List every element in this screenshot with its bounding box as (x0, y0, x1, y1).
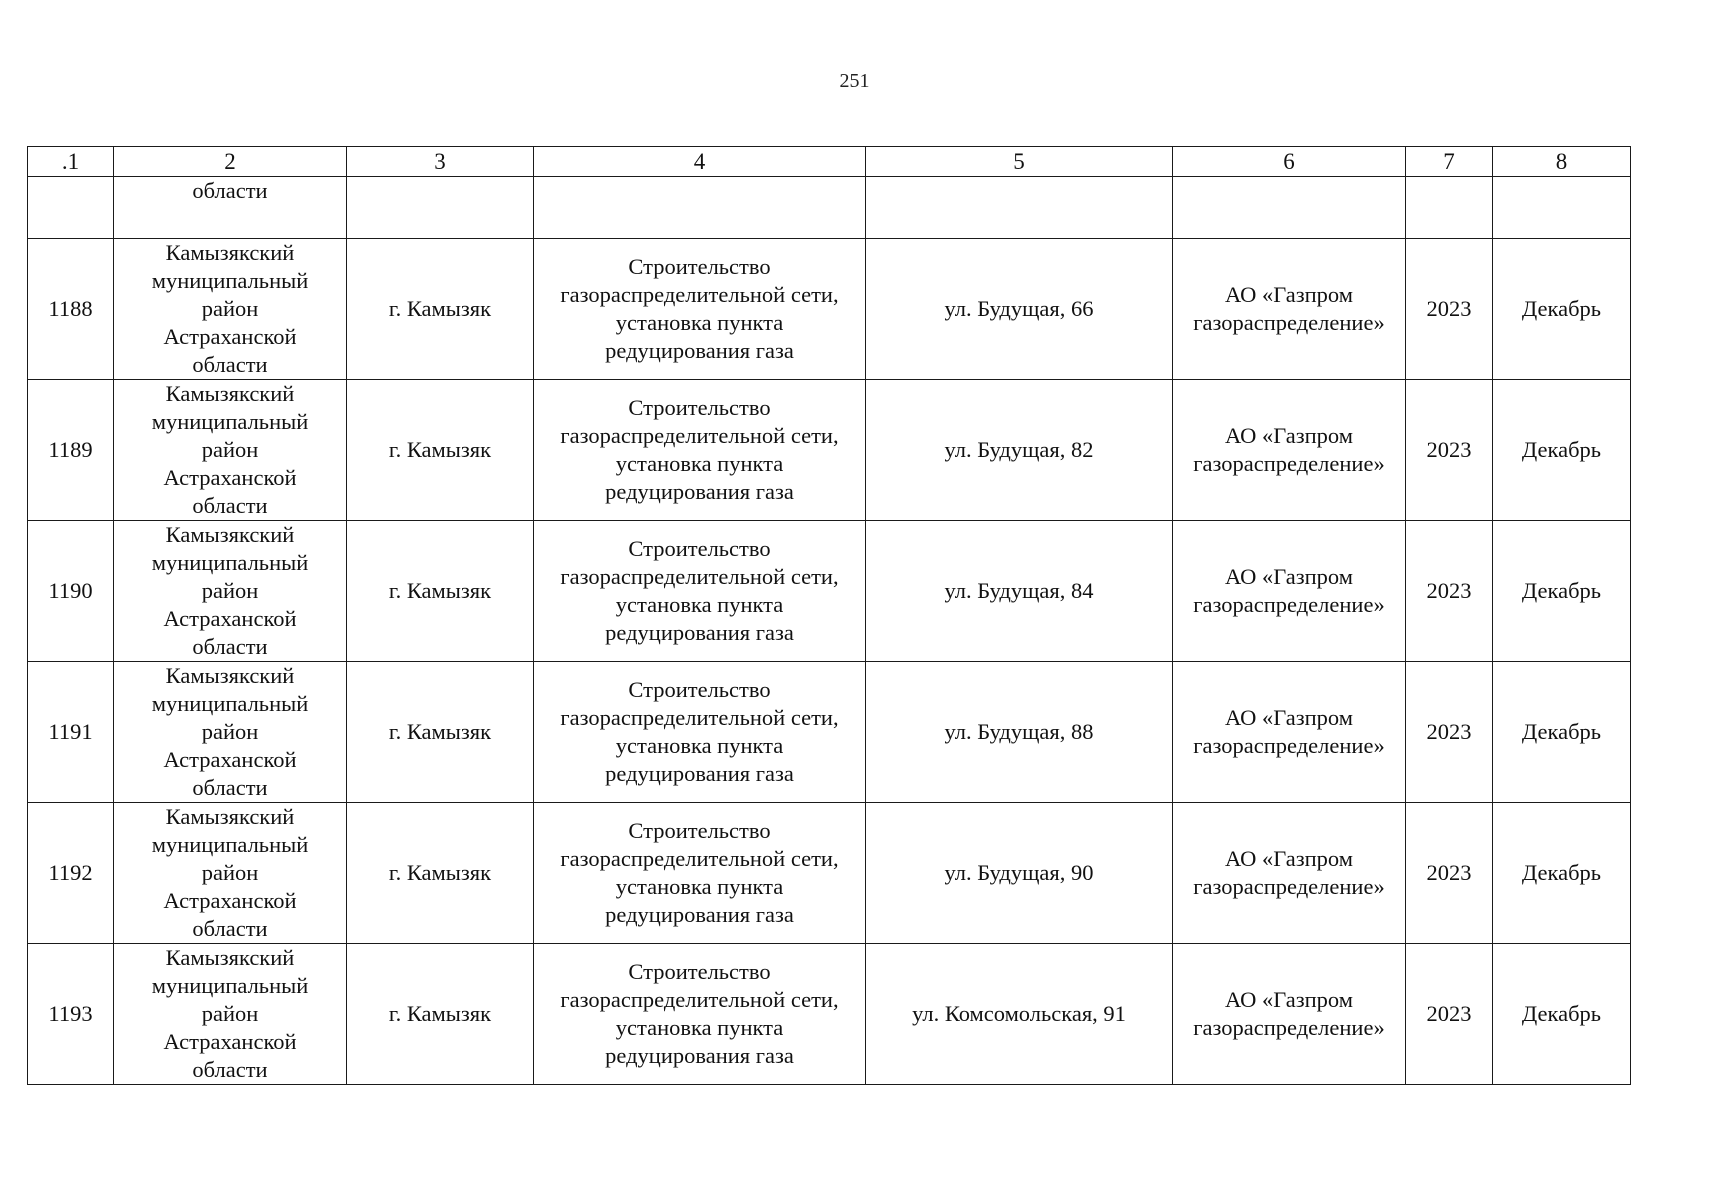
operator-line: АО «Газпром (1225, 423, 1353, 448)
district-cell (114, 521, 347, 662)
district-line: Камызякский (165, 522, 295, 547)
work-description-line: Строительство (628, 254, 771, 279)
year-cell: 2023 (1406, 380, 1493, 521)
operator-cell (1173, 239, 1406, 380)
table-row (28, 521, 1631, 662)
district-cell (114, 662, 347, 803)
cont-cell-7 (1406, 177, 1493, 239)
month-cell: Декабрь (1493, 521, 1631, 662)
work-description-line: Строительство (628, 395, 771, 420)
district-cell (114, 944, 347, 1085)
work-description-line: газораспределительной сети, (560, 705, 839, 730)
cont-cell-8 (1493, 177, 1631, 239)
district-line: области (192, 352, 268, 377)
district-line: муниципальный (151, 550, 309, 575)
operator-cell (1173, 380, 1406, 521)
work-description-line: установка пункта (615, 592, 784, 617)
district-line: Камызякский (165, 381, 295, 406)
district-line: области (192, 916, 268, 941)
district-line: Камызякский (165, 240, 295, 265)
district-line: области (192, 1057, 268, 1082)
table-row (28, 380, 1631, 521)
operator-line: АО «Газпром (1225, 282, 1353, 307)
district-line: муниципальный (151, 268, 309, 293)
header-row (28, 147, 1631, 177)
work-description-line: редуцирования газа (605, 620, 794, 645)
district-line: район (201, 860, 259, 885)
operator-line: АО «Газпром (1225, 564, 1353, 589)
col-header-3: 3 (347, 147, 534, 177)
work-description-line: установка пункта (615, 1015, 784, 1040)
table-row (28, 944, 1631, 1085)
row-number-cell: 1193 (28, 944, 114, 1085)
col-header-2: 2 (114, 147, 347, 177)
operator-line: газораспределение» (1193, 1015, 1385, 1040)
month-cell: Декабрь (1493, 662, 1631, 803)
work-description-line: установка пункта (615, 874, 784, 899)
operator-cell (1173, 944, 1406, 1085)
district-line: Камызякский (165, 663, 295, 688)
settlement-cell: г. Камызяк (347, 380, 534, 521)
cont-cell-2: области (114, 177, 347, 239)
year-cell: 2023 (1406, 521, 1493, 662)
work-description-line: установка пункта (615, 451, 784, 476)
work-description-cell (534, 662, 866, 803)
district-line: Астраханской (163, 606, 297, 631)
district-line: район (201, 719, 259, 744)
work-description-line: Строительство (628, 818, 771, 843)
district-line: области (192, 634, 268, 659)
work-description-cell (534, 380, 866, 521)
district-cell (114, 239, 347, 380)
cont-cell-6 (1173, 177, 1406, 239)
operator-cell (1173, 662, 1406, 803)
district-line: муниципальный (151, 973, 309, 998)
operator-line: газораспределение» (1193, 733, 1385, 758)
work-description-line: газораспределительной сети, (560, 564, 839, 589)
page-number: 251 (839, 70, 870, 92)
cont-cell-3 (347, 177, 534, 239)
work-description-line: газораспределительной сети, (560, 987, 839, 1012)
address-cell: ул. Будущая, 84 (866, 521, 1173, 662)
district-line: Камызякский (165, 804, 295, 829)
year-cell: 2023 (1406, 803, 1493, 944)
work-description-cell (534, 239, 866, 380)
operator-line: АО «Газпром (1225, 987, 1353, 1012)
operator-line: АО «Газпром (1225, 846, 1353, 871)
work-description-cell (534, 944, 866, 1085)
district-line: Астраханской (163, 1029, 297, 1054)
address-cell: ул. Будущая, 88 (866, 662, 1173, 803)
col-header-5: 5 (866, 147, 1173, 177)
work-description-line: Строительство (628, 677, 771, 702)
col-header-7: 7 (1406, 147, 1493, 177)
district-line: район (201, 578, 259, 603)
district-line: Камызякский (165, 945, 295, 970)
work-description-line: газораспределительной сети, (560, 846, 839, 871)
work-description-line: установка пункта (615, 310, 784, 335)
district-line: Астраханской (163, 747, 297, 772)
work-description-line: Строительство (628, 959, 771, 984)
settlement-cell: г. Камызяк (347, 239, 534, 380)
district-line: район (201, 1001, 259, 1026)
table-row (28, 239, 1631, 380)
work-description-line: редуцирования газа (605, 338, 794, 363)
address-cell: ул. Будущая, 66 (866, 239, 1173, 380)
month-cell: Декабрь (1493, 239, 1631, 380)
work-description-line: газораспределительной сети, (560, 423, 839, 448)
district-line: области (192, 493, 268, 518)
work-description-line: газораспределительной сети, (560, 282, 839, 307)
district-line: муниципальный (151, 691, 309, 716)
operator-line: газораспределение» (1193, 451, 1385, 476)
operator-line: газораспределение» (1193, 874, 1385, 899)
col-header-4: 4 (534, 147, 866, 177)
table-row (28, 662, 1631, 803)
address-cell: ул. Будущая, 90 (866, 803, 1173, 944)
work-description-line: установка пункта (615, 733, 784, 758)
address-cell: ул. Комсомольская, 91 (866, 944, 1173, 1085)
district-line: Астраханской (163, 888, 297, 913)
district-line: муниципальный (151, 832, 309, 857)
row-number-cell: 1190 (28, 521, 114, 662)
work-description-line: редуцирования газа (605, 902, 794, 927)
row-number-cell: 1188 (28, 239, 114, 380)
month-cell: Декабрь (1493, 944, 1631, 1085)
work-description-line: редуцирования газа (605, 1043, 794, 1068)
col-header-8: 8 (1493, 147, 1631, 177)
work-description-line: редуцирования газа (605, 479, 794, 504)
work-description-cell (534, 521, 866, 662)
district-cell (114, 380, 347, 521)
cont-cell-1 (28, 177, 114, 239)
cont-cell-5 (866, 177, 1173, 239)
month-cell: Декабрь (1493, 803, 1631, 944)
row-number-cell: 1191 (28, 662, 114, 803)
work-description-line: редуцирования газа (605, 761, 794, 786)
district-line: Астраханской (163, 324, 297, 349)
table-row (28, 803, 1631, 944)
work-description-line: Строительство (628, 536, 771, 561)
continuation-row (28, 177, 1631, 239)
registry-table (27, 146, 1631, 1085)
district-line: Астраханской (163, 465, 297, 490)
col-header-6: 6 (1173, 147, 1406, 177)
district-line: муниципальный (151, 409, 309, 434)
operator-line: АО «Газпром (1225, 705, 1353, 730)
month-cell: Декабрь (1493, 380, 1631, 521)
year-cell: 2023 (1406, 944, 1493, 1085)
address-cell: ул. Будущая, 82 (866, 380, 1173, 521)
operator-line: газораспределение» (1193, 592, 1385, 617)
settlement-cell: г. Камызяк (347, 944, 534, 1085)
settlement-cell: г. Камызяк (347, 803, 534, 944)
operator-line: газораспределение» (1193, 310, 1385, 335)
settlement-cell: г. Камызяк (347, 662, 534, 803)
row-number-cell: 1189 (28, 380, 114, 521)
year-cell: 2023 (1406, 662, 1493, 803)
district-line: области (192, 775, 268, 800)
operator-cell (1173, 521, 1406, 662)
cont-cell-4 (534, 177, 866, 239)
row-number-cell: 1192 (28, 803, 114, 944)
year-cell: 2023 (1406, 239, 1493, 380)
operator-cell (1173, 803, 1406, 944)
district-line: район (201, 296, 259, 321)
district-line: район (201, 437, 259, 462)
work-description-cell (534, 803, 866, 944)
district-cell (114, 803, 347, 944)
settlement-cell: г. Камызяк (347, 521, 534, 662)
col-header-1: .1 (28, 147, 114, 177)
